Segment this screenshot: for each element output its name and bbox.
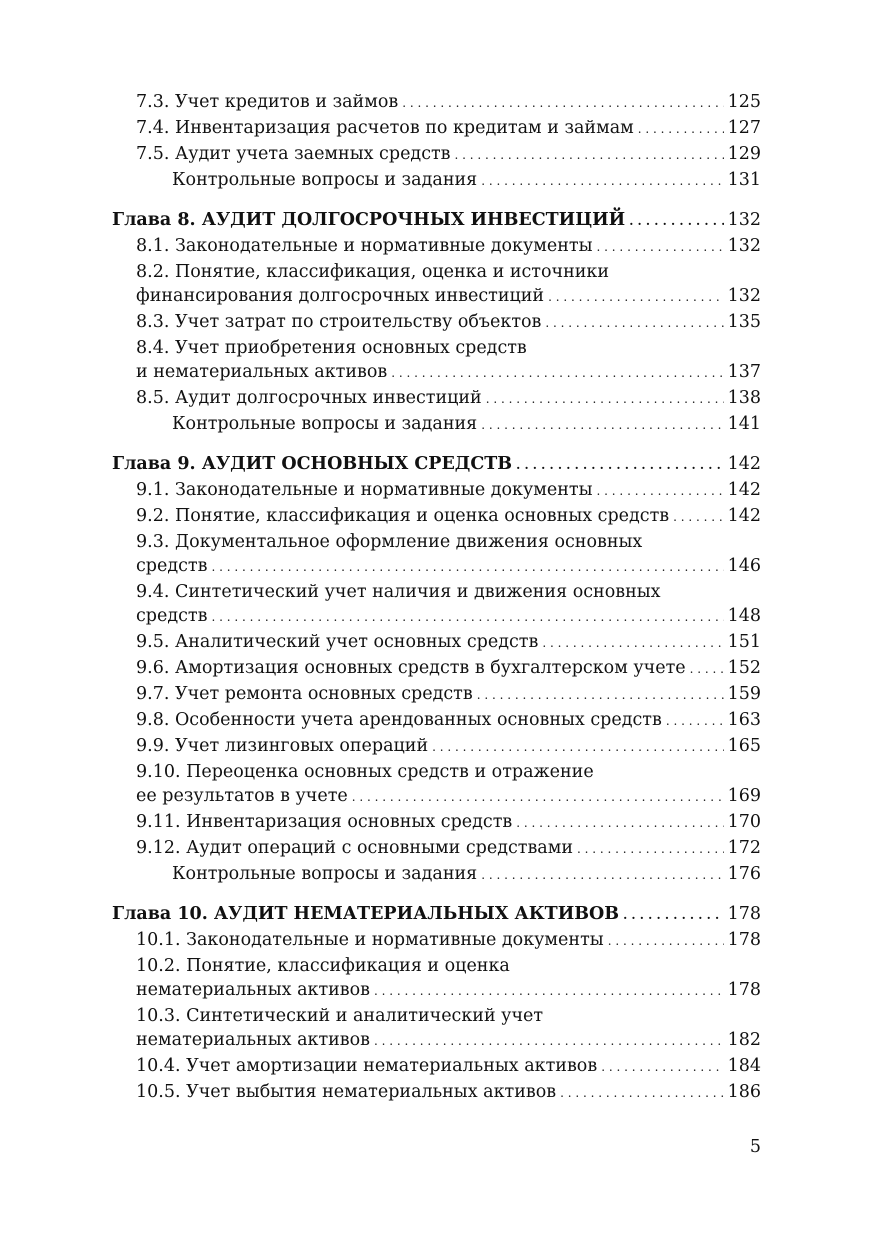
toc-entry-title: 9.9. Учет лизинговых операций — [136, 736, 429, 756]
dot-leader — [402, 89, 723, 116]
dot-leader — [374, 1027, 724, 1054]
toc-entry — [112, 359, 761, 385]
toc-entry-line — [112, 579, 761, 603]
toc-entry-page: 172 — [727, 838, 761, 858]
dot-leader — [481, 411, 723, 438]
toc-entry-title: 8.2. Понятие, классификация, оценка и источники — [136, 262, 610, 282]
toc-chapter-page: 142 — [727, 454, 761, 474]
toc-entry-page: 142 — [727, 480, 761, 500]
toc-entry — [112, 1027, 761, 1053]
toc-entry-page: 132 — [727, 236, 761, 256]
toc-chapter-title: Глава 10. АУДИТ НЕМАТЕРИАЛЬНЫХ АКТИВОВ — [112, 904, 620, 924]
toc-entry-title: 8.4. Учет приобретения основных средств — [136, 338, 527, 358]
toc-entry-title: 9.1. Законодательные и нормативные документы — [136, 480, 593, 500]
toc-entry-title: 10.2. Понятие, классификация и оценка — [136, 956, 510, 976]
dot-leader — [455, 141, 724, 168]
toc-entry — [112, 1079, 761, 1105]
dot-leader — [211, 553, 723, 580]
toc-entry-title: 8.3. Учет затрат по строительству объектов — [136, 312, 542, 332]
toc-entry-page: 178 — [727, 980, 761, 1000]
dot-leader — [666, 707, 724, 734]
toc-entry — [112, 681, 761, 707]
dot-leader — [597, 477, 724, 504]
toc-entry-title: 9.5. Аналитический учет основных средств — [136, 632, 539, 652]
toc-entry — [112, 783, 761, 809]
toc-entry — [112, 167, 761, 193]
toc-entry-title: 9.12. Аудит операций с основными средствами — [136, 838, 574, 858]
toc-chapter-title: Глава 9. АУДИТ ОСНОВНЫХ СРЕДСТВ — [112, 454, 513, 474]
dot-leader — [673, 503, 723, 530]
toc-entry — [112, 603, 761, 629]
toc-entry-page: 152 — [727, 658, 761, 678]
toc-entry — [112, 309, 761, 335]
toc-entry-title: средств — [136, 606, 208, 626]
toc-entry-title: 9.6. Амортизация основных средств в бухгалтерском учете — [136, 658, 686, 678]
toc-entry-page: 176 — [727, 864, 761, 884]
toc-entry-title: 9.2. Понятие, классификация и оценка основных средств — [136, 506, 670, 526]
dot-leader — [548, 283, 724, 310]
toc-entry — [112, 283, 761, 309]
toc-entry-page: 127 — [727, 118, 761, 138]
toc-entry-title: 10.4. Учет амортизации нематериальных активов — [136, 1056, 598, 1076]
dot-leader — [638, 115, 724, 142]
toc-entry-page: 159 — [727, 684, 761, 704]
toc-entry — [112, 385, 761, 411]
toc-entry-title: 9.7. Учет ремонта основных средств — [136, 684, 473, 704]
table-of-contents — [112, 89, 761, 1105]
dot-leader — [516, 451, 724, 478]
toc-entry-page: 178 — [727, 930, 761, 950]
toc-entry — [112, 809, 761, 835]
toc-entry-title: 10.1. Законодательные и нормативные документы — [136, 930, 604, 950]
toc-entry-page: 131 — [727, 170, 761, 190]
dot-leader — [608, 927, 724, 954]
toc-entry-title: и нематериальных активов — [136, 362, 388, 382]
toc-entry-title: 10.3. Синтетический и аналитический учет — [136, 1006, 544, 1026]
dot-leader — [601, 1053, 723, 1080]
toc-entry — [112, 141, 761, 167]
toc-chapter-page: 132 — [727, 210, 761, 230]
toc-entry-page: 138 — [727, 388, 761, 408]
dot-leader — [374, 977, 724, 1004]
dot-leader — [432, 733, 723, 760]
toc-entry — [112, 89, 761, 115]
toc-entry — [112, 477, 761, 503]
toc-entry-line — [112, 259, 761, 283]
dot-leader — [560, 1079, 723, 1106]
dot-leader — [516, 809, 723, 836]
toc-entry — [112, 411, 761, 437]
toc-entry-line — [112, 759, 761, 783]
toc-entry-title: средств — [136, 556, 208, 576]
toc-entry — [112, 233, 761, 259]
toc-entry-title: Контрольные вопросы и задания — [172, 864, 478, 884]
toc-entry — [112, 503, 761, 529]
toc-entry — [112, 553, 761, 579]
toc-entry-line — [112, 335, 761, 359]
toc-entry-title: Контрольные вопросы и задания — [172, 414, 478, 434]
dot-leader — [629, 207, 723, 234]
toc-entry-page: 165 — [727, 736, 761, 756]
toc-entry-title: 10.5. Учет выбытия нематериальных активов — [136, 1082, 557, 1102]
toc-entry-page: 142 — [727, 506, 761, 526]
dot-leader — [477, 681, 724, 708]
toc-chapter — [112, 207, 761, 233]
toc-entry — [112, 115, 761, 141]
toc-entry-page: 132 — [727, 286, 761, 306]
toc-entry-page: 125 — [727, 92, 761, 112]
toc-entry-page: 182 — [727, 1030, 761, 1050]
toc-entry-title: 7.3. Учет кредитов и займов — [136, 92, 399, 112]
toc-entry-title: 7.5. Аудит учета заемных средств — [136, 144, 451, 164]
toc-entry — [112, 927, 761, 953]
toc-entry-page: 146 — [727, 556, 761, 576]
toc-entry-page: 151 — [727, 632, 761, 652]
toc-entry-page: 141 — [727, 414, 761, 434]
toc-entry-title: 9.10. Переоценка основных средств и отражение — [136, 762, 594, 782]
toc-entry-page: 135 — [727, 312, 761, 332]
toc-chapter — [112, 901, 761, 927]
dot-leader — [352, 783, 724, 810]
toc-chapter-page: 178 — [727, 904, 761, 924]
toc-chapter — [112, 451, 761, 477]
toc-entry-title: 9.3. Документальное оформление движения основных — [136, 532, 643, 552]
toc-entry-line — [112, 1003, 761, 1027]
dot-leader — [623, 901, 724, 928]
toc-entry — [112, 733, 761, 759]
toc-entry — [112, 835, 761, 861]
dot-leader — [597, 233, 724, 260]
toc-entry-page: 129 — [727, 144, 761, 164]
toc-entry — [112, 707, 761, 733]
dot-leader — [211, 603, 723, 630]
dot-leader — [577, 835, 724, 862]
dot-leader — [481, 167, 723, 194]
toc-entry-title: Контрольные вопросы и задания — [172, 170, 478, 190]
toc-entry-title: 9.4. Синтетический учет наличия и движения основных — [136, 582, 661, 602]
toc-entry-page: 186 — [727, 1082, 761, 1102]
toc-entry-title: ее результатов в учете — [136, 786, 348, 806]
toc-entry-page: 137 — [727, 362, 761, 382]
toc-entry — [112, 977, 761, 1003]
toc-chapter-title: Глава 8. АУДИТ ДОЛГОСРОЧНЫХ ИНВЕСТИЦИЙ — [112, 210, 626, 230]
page-number: 5 — [749, 1137, 761, 1157]
dot-leader — [486, 385, 724, 412]
toc-entry-page: 170 — [727, 812, 761, 832]
toc-entry-title: 8.1. Законодательные и нормативные документы — [136, 236, 593, 256]
toc-entry-title: 8.5. Аудит долгосрочных инвестиций — [136, 388, 482, 408]
toc-entry — [112, 1053, 761, 1079]
dot-leader — [545, 309, 723, 336]
toc-entry-line — [112, 529, 761, 553]
toc-entry-title: 9.11. Инвентаризация основных средств — [136, 812, 513, 832]
toc-entry-title: 9.8. Особенности учета арендованных основных средств — [136, 710, 662, 730]
toc-entry-title: финансирования долгосрочных инвестиций — [136, 286, 545, 306]
toc-entry — [112, 629, 761, 655]
toc-entry-page: 163 — [727, 710, 761, 730]
toc-entry-title: 7.4. Инвентаризация расчетов по кредитам и займам — [136, 118, 634, 138]
dot-leader — [481, 861, 723, 888]
dot-leader — [690, 655, 724, 682]
toc-entry-title: нематериальных активов — [136, 980, 371, 1000]
toc-entry-page: 148 — [727, 606, 761, 626]
dot-leader — [542, 629, 723, 656]
dot-leader — [391, 359, 723, 386]
toc-entry-page: 169 — [727, 786, 761, 806]
toc-entry-line — [112, 953, 761, 977]
toc-entry — [112, 861, 761, 887]
toc-entry-page: 184 — [727, 1056, 761, 1076]
toc-entry — [112, 655, 761, 681]
toc-entry-title: нематериальных активов — [136, 1030, 371, 1050]
